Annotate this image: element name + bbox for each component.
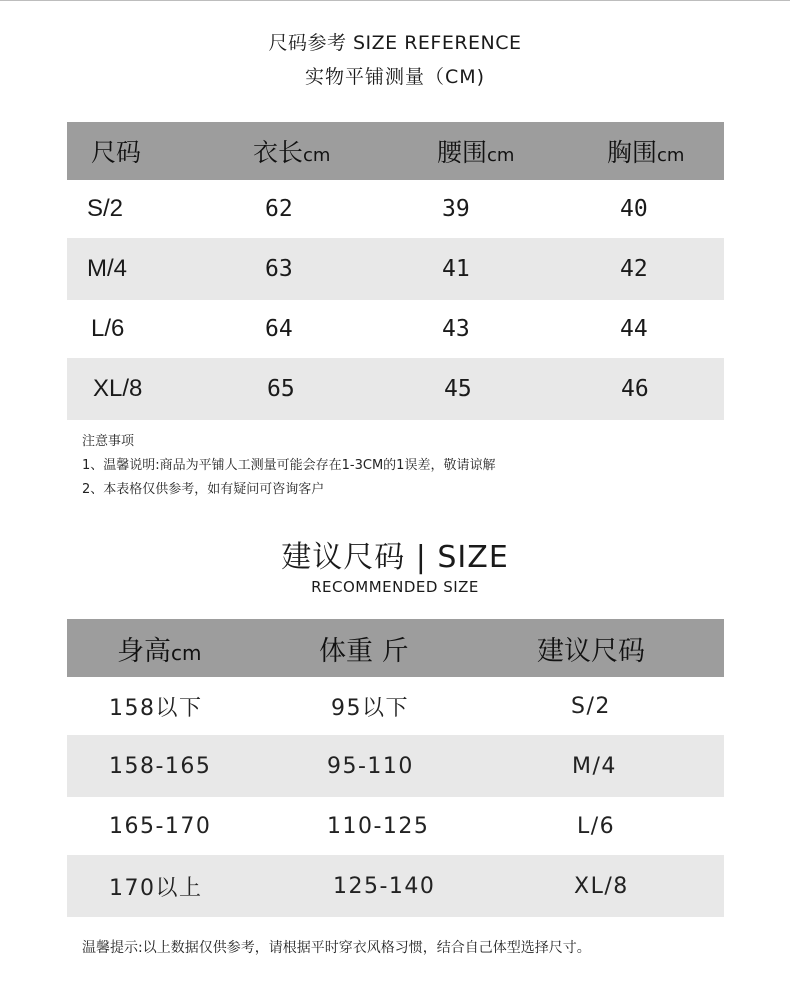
- table-row: [67, 797, 724, 855]
- table-cell: XL/8: [67, 358, 157, 420]
- recommend-subtitle: RECOMMENDED SIZE: [311, 578, 479, 596]
- notes-block: [82, 430, 495, 502]
- table-cell: 125-140: [303, 855, 533, 917]
- table-cell: 95以下: [331, 695, 409, 721]
- table-row: [67, 300, 724, 358]
- table-cell: 43: [442, 316, 470, 342]
- table-cell: 41: [427, 238, 607, 300]
- table-row: [67, 238, 724, 300]
- table-cell: 65: [157, 358, 427, 420]
- footer-tip: 温馨提示:以上数据仅供参考，请根据平时穿衣风格习惯，结合自己体型选择尺寸。: [82, 940, 591, 956]
- table-cell: 165-170: [109, 813, 212, 839]
- header-cell: 建议尺码: [533, 619, 724, 677]
- table-cell: 158-165: [67, 735, 303, 797]
- header-cell: 体重 斤: [303, 619, 533, 677]
- header-cell: 腰围cm: [427, 122, 607, 180]
- table-cell: L/6: [91, 315, 125, 342]
- top-divider: [0, 0, 790, 1]
- table-cell: 63: [157, 238, 427, 300]
- table-cell: S/2: [87, 195, 124, 222]
- table-cell: 45: [427, 358, 607, 420]
- recommend-title: 建议尺码 | SIZE: [281, 540, 509, 575]
- header-cell: 身高cm: [67, 619, 303, 677]
- table-row: [67, 180, 724, 238]
- size-reference-table: [67, 122, 724, 420]
- table-cell: 62: [265, 196, 293, 222]
- notes-title: 注意事项: [82, 434, 135, 449]
- table-cell: M/4: [67, 238, 157, 300]
- table-cell: 110-125: [327, 813, 430, 839]
- table-cell: 95-110: [303, 735, 533, 797]
- table-cell: S/2: [571, 693, 611, 719]
- table-header-row: [67, 122, 724, 180]
- header-cell: 衣长cm: [157, 122, 427, 180]
- table-cell: L/6: [577, 813, 616, 839]
- table-row: [67, 358, 724, 420]
- table-header-row: [67, 619, 724, 677]
- table-cell: 42: [607, 238, 724, 300]
- table-cell: 39: [442, 196, 470, 222]
- recommended-size-table: [67, 619, 724, 917]
- table-cell: M/4: [533, 735, 724, 797]
- table-row: [67, 677, 724, 735]
- note-item: 1、温馨说明:商品为平铺人工测量可能会存在1-3CM的1误差，敬请谅解: [82, 458, 496, 473]
- table-row: [67, 855, 724, 917]
- table-cell: 46: [607, 358, 724, 420]
- table-cell: 64: [265, 316, 293, 342]
- table-cell: 44: [620, 316, 648, 342]
- table-cell: XL/8: [533, 855, 724, 917]
- table-row: [67, 735, 724, 797]
- header-cell: 尺码: [67, 122, 157, 180]
- page-title: 尺码参考 SIZE REFERENCE: [268, 32, 522, 54]
- page-subtitle: 实物平铺测量（CM): [304, 66, 486, 88]
- table-cell: 170以上: [67, 855, 303, 917]
- table-cell: 158以下: [109, 695, 203, 721]
- table-cell: 40: [620, 196, 648, 222]
- header-cell: 胸围cm: [607, 122, 724, 180]
- note-item: 2、本表格仅供参考，如有疑问可咨询客户: [82, 482, 325, 497]
